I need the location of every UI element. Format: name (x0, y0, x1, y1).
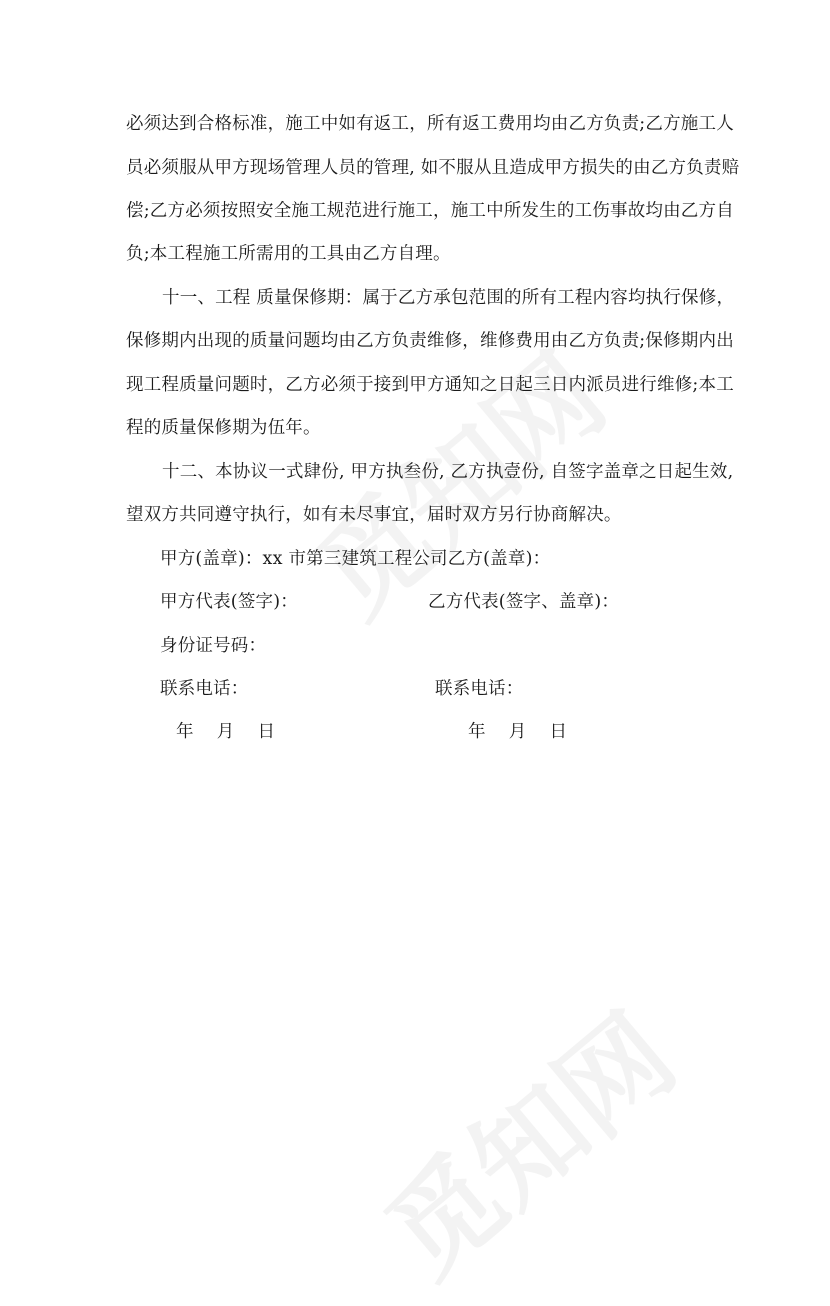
text-line: 偿;乙方必须按照安全施工规范进行施工，施工中所发生的工伤事故均由乙方自 (126, 201, 734, 221)
party-b-representative-label: 乙方代表(签字、盖章)： (428, 592, 620, 612)
watermark (348, 972, 702, 1305)
party-b-phone-label: 联系电话： (435, 679, 524, 699)
party-a-phone-label: 联系电话： (160, 679, 249, 699)
text-line: 十二、本协议一式肆份, 甲方执叁份, 乙方执壹份, 自签字盖章之日起生效, (162, 462, 734, 482)
text-line: 员必须服从甲方现场管理人员的管理, 如不服从且造成甲方损失的由乙方负责赔 (126, 158, 740, 178)
text-line: 保修期内出现的质量问题均由乙方负责维修，维修费用由乙方负责;保修期内出 (126, 331, 734, 351)
text-line: 望双方共同遵守执行，如有未尽事宜，届时双方另行协商解决。 (126, 505, 622, 525)
party-a-seal-label: 甲方(盖章)：xx 市第三建筑工程公司乙方(盖章)： (160, 549, 551, 569)
party-a-date-label: 年 月 日 (176, 722, 276, 742)
text-line: 必须达到合格标准，施工中如有返工，所有返工费用均由乙方负责;乙方施工人 (126, 114, 734, 134)
party-b-date-label: 年 月 日 (468, 722, 568, 742)
text-line: 负;本工程施工所需用的工具由乙方自理。 (126, 244, 451, 264)
id-number-label: 身份证号码： (160, 636, 267, 656)
text-line: 十一、工程 质量保修期：属于乙方承包范围的所有工程内容均执行保修， (162, 288, 735, 308)
party-a-representative-label: 甲方代表(签字)： (160, 592, 298, 612)
text-line: 程的质量保修期为伍年。 (126, 418, 321, 438)
text-line: 现工程质量问题时，乙方必须于接到甲方通知之日起三日内派员进行维修;本工 (126, 375, 734, 395)
